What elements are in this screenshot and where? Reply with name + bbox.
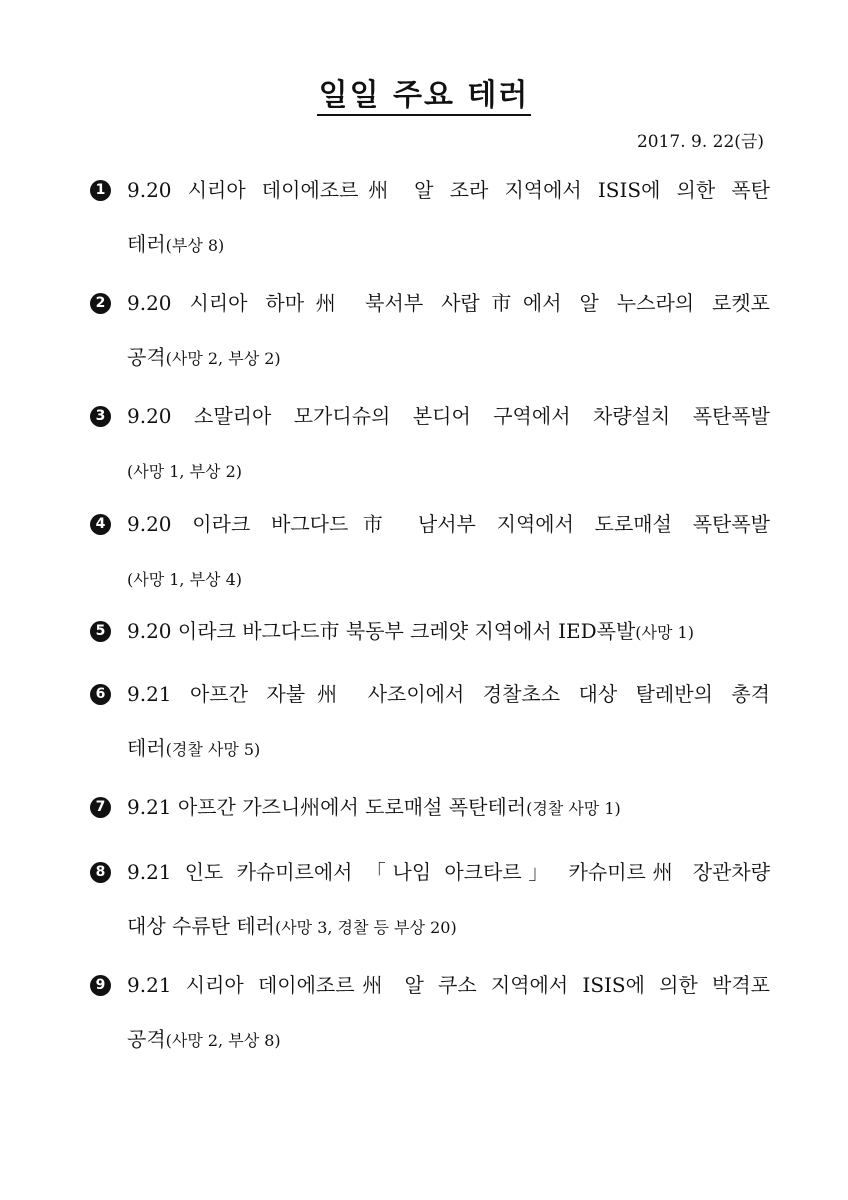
item-continuation <box>127 217 770 273</box>
item-headline: 9.21 아프간 자불州 사조이에서 경찰초소 대상 탈레반의 총격 <box>127 682 770 706</box>
list-item <box>90 163 770 273</box>
item-headline: 9.20 시리아 하마州 북서부 사랍市에서 알 누스라의 로켓포 <box>127 291 770 315</box>
item-number-badge: 7 <box>90 797 111 818</box>
item-casualties: (사망 2, 부상 2) <box>165 349 281 368</box>
item-headline: 9.20 이라크 바그다드市 북동부 크레얏 지역에서 IED폭발 <box>127 619 636 643</box>
item-headline-row <box>127 780 770 836</box>
item-casualties: (경찰 사망 5) <box>165 740 261 759</box>
list-item <box>90 667 770 777</box>
item-casualties: (사망 2, 부상 8) <box>165 1031 281 1050</box>
item-casualties: (사망 1, 부상 4) <box>127 570 243 589</box>
item-headline-row <box>127 604 770 660</box>
item-headline: 9.20 이라크 바그다드市 남서부 지역에서 도로매설 폭탄폭발 <box>127 512 770 536</box>
item-headline: 9.20 시리아 데이에조르州 알 조라 지역에서 ISIS에 의한 폭탄 <box>127 178 770 202</box>
item-casualties: (사망 1) <box>635 623 694 642</box>
page-title-text: 일일 주요 테러 <box>317 78 532 116</box>
item-number-badge: 3 <box>90 406 111 427</box>
item-number-badge: 6 <box>90 684 111 705</box>
list-item <box>90 497 770 607</box>
item-continuation <box>127 443 770 499</box>
item-continuation <box>127 1012 770 1068</box>
list-item <box>90 276 770 386</box>
item-continuation <box>127 551 770 607</box>
item-headline: 9.20 소말리아 모가디슈의 본디어 구역에서 차량설치 폭탄폭발 <box>127 404 770 428</box>
item-continuation <box>127 330 770 386</box>
list-item <box>90 845 770 955</box>
item-number-badge: 2 <box>90 293 111 314</box>
item-number-badge: 9 <box>90 975 111 996</box>
item-continuation-text: 테러 <box>127 232 166 256</box>
item-casualties: (사망 1, 부상 2) <box>127 462 243 481</box>
item-headline: 9.21 인도 카슈미르에서 「나임 아크타르」 카슈미르州 장관차량 <box>127 860 770 884</box>
item-casualties: (경찰 사망 1) <box>526 799 621 818</box>
item-casualties: (부상 8) <box>165 236 225 255</box>
item-continuation <box>127 721 770 777</box>
item-continuation-text: 대상 수류탄 테러 <box>127 914 275 938</box>
item-headline: 9.21 아프간 가즈니州에서 도로매설 폭탄테러 <box>127 795 527 819</box>
list-item <box>90 958 770 1068</box>
item-casualties: (사망 3, 경찰 등 부상 20) <box>274 918 457 937</box>
item-continuation-text: 공격 <box>127 345 166 369</box>
item-continuation <box>127 899 770 955</box>
list-item <box>90 780 770 836</box>
list-item <box>90 604 770 660</box>
item-continuation-text: 테러 <box>127 736 166 760</box>
item-continuation-text: 공격 <box>127 1027 166 1051</box>
item-number-badge: 1 <box>90 180 111 201</box>
page-title <box>0 76 848 116</box>
item-number-badge: 5 <box>90 621 111 642</box>
item-number-badge: 8 <box>90 862 111 883</box>
item-number-badge: 4 <box>90 514 111 535</box>
item-headline: 9.21 시리아 데이에조르州 알 쿠소 지역에서 ISIS에 의한 박격포 <box>127 973 770 997</box>
list-item <box>90 389 770 499</box>
report-date: 2017. 9. 22(금) <box>636 132 764 152</box>
